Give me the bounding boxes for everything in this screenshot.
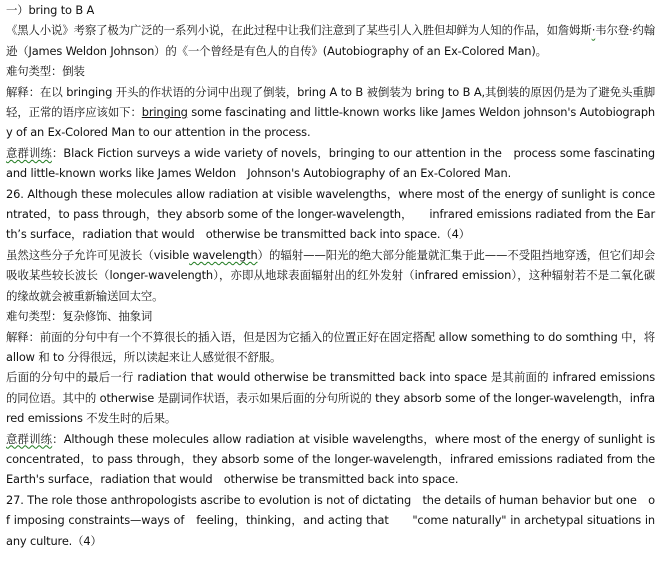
cn26-text-b: ）的辐射——阳光的绝大部分能量就汇集于此——不受阻挡地穿透，但它们却会吸收某些较长波长（longer-wavelength），亦即从地球表面辐射出的红外发射（infrared emission），这种辐射若不是二氧化碳的缘故就会被重新输送回太空。 [6, 247, 655, 303]
explanation-1 [6, 82, 655, 143]
section-heading [6, 0, 655, 20]
explanation-3 [6, 367, 655, 428]
heading-text: 一）bring to B A [6, 3, 95, 17]
difficulty-type-label: 难句类型 [6, 64, 51, 79]
explanation-label: 解释 [6, 329, 29, 344]
difficulty-type-value: ：复杂修饰、抽象词 [50, 309, 153, 324]
difficulty-type-label: 难句类型 [6, 309, 51, 324]
phrase-training-1 [6, 143, 655, 184]
cn26-wavy-word: wavelength [189, 247, 258, 262]
explanation-3-text: 后面的分句中的最后一行 radiation that would otherwise be transmitted back into space 是其前面的 infrared emissions 的同位语。其中的 otherwise 是副词作状语，表示如果后面的分句所说的 they absorb some of the longer-wavelength，infrared emissions 不发生时的后果。 [6, 370, 655, 426]
phrase-training-label: 意群训练 [6, 145, 52, 160]
difficulty-type-1 [6, 61, 655, 81]
explanation-text-a: ：在以 bringing 开头的作状语的分词中出现了倒装，bring A to B 被倒装为 bring to B A,其倒装的原因仍是为了避免头重脚轻，正常的语序应该如下： [6, 84, 655, 120]
p1-text-d: ·约翰逊（James Weldon Johnson）的《一个曾经是有色人的自传》(Autobiography of an Ex-Colored Man)。 [6, 23, 655, 58]
explanation-text: ：前面的分句中有一个不算很长的插入语，但是因为它插入的位置正好在固定搭配 allow something to do somthing 中，将 allow 和 to 分得很远，所以读起来让人感觉很不舒服。 [6, 329, 655, 364]
explanation-2 [6, 327, 655, 368]
explanation-label: 解释 [6, 84, 29, 99]
phrase-training-text: ：Although these molecules allow radiation at visible wavelengths，where most of the energy of sunlight is concentrated，to pass through，they absorb some of the longer-wavelength，infrared emissions radiated from the Earth's surface，radiation that would otherwise be transmitted back into space. [6, 431, 655, 487]
paragraph-chinese-translation-1 [6, 20, 655, 61]
question-27-text: 27. The role those anthropologists ascribe to evolution is not of dictating the details of human behavior but one of imposing constraints—ways of feeling，thinking，and acting that "come naturally" in archetypal situations in any culture.（4） [6, 492, 655, 548]
difficulty-type-value: ：倒装 [50, 64, 85, 79]
paragraph-chinese-translation-26 [6, 245, 655, 306]
p1-text-a: 《黑人小说》考察了极为广泛的一系列小说，在此过程中让我们注意到了某些引人入胜但却鲜为人知的作品，如詹姆斯 [6, 23, 592, 38]
question-26 [6, 184, 655, 245]
phrase-training-label: 意群训练 [6, 431, 53, 446]
p1-text-c: 韦尔登 [595, 23, 629, 38]
explanation-text-b: some fascinating and little-known works like James Weldon johnson's Autobiography of an Ex-Colored Man to our attention in the process. [6, 105, 655, 140]
cn26-text-a: 虽然这些分子允许可见波长（visible [6, 247, 190, 262]
question-27 [6, 490, 655, 551]
explanation-underlined-word: bringing [141, 105, 188, 120]
p1-text-dot: · [591, 23, 596, 38]
difficulty-type-2 [6, 306, 655, 326]
question-26-text: 26. Although these molecules allow radiation at visible wavelengths，where most of the energy of sunlight is concentrated，to pass through，they absorb some of the longer-wavelength， infrared emissions radiated from the Earth’s surface，radiation that would otherwise be transmitted back into space.（4） [6, 186, 655, 242]
phrase-training-2 [6, 429, 655, 490]
phrase-training-text: ：Black Fiction surveys a wide variety of novels，bringing to our attention in the process some fascinating and little-known works like James Weldon Johnson's Autobiography of an Ex-Colored Man. [6, 145, 655, 181]
